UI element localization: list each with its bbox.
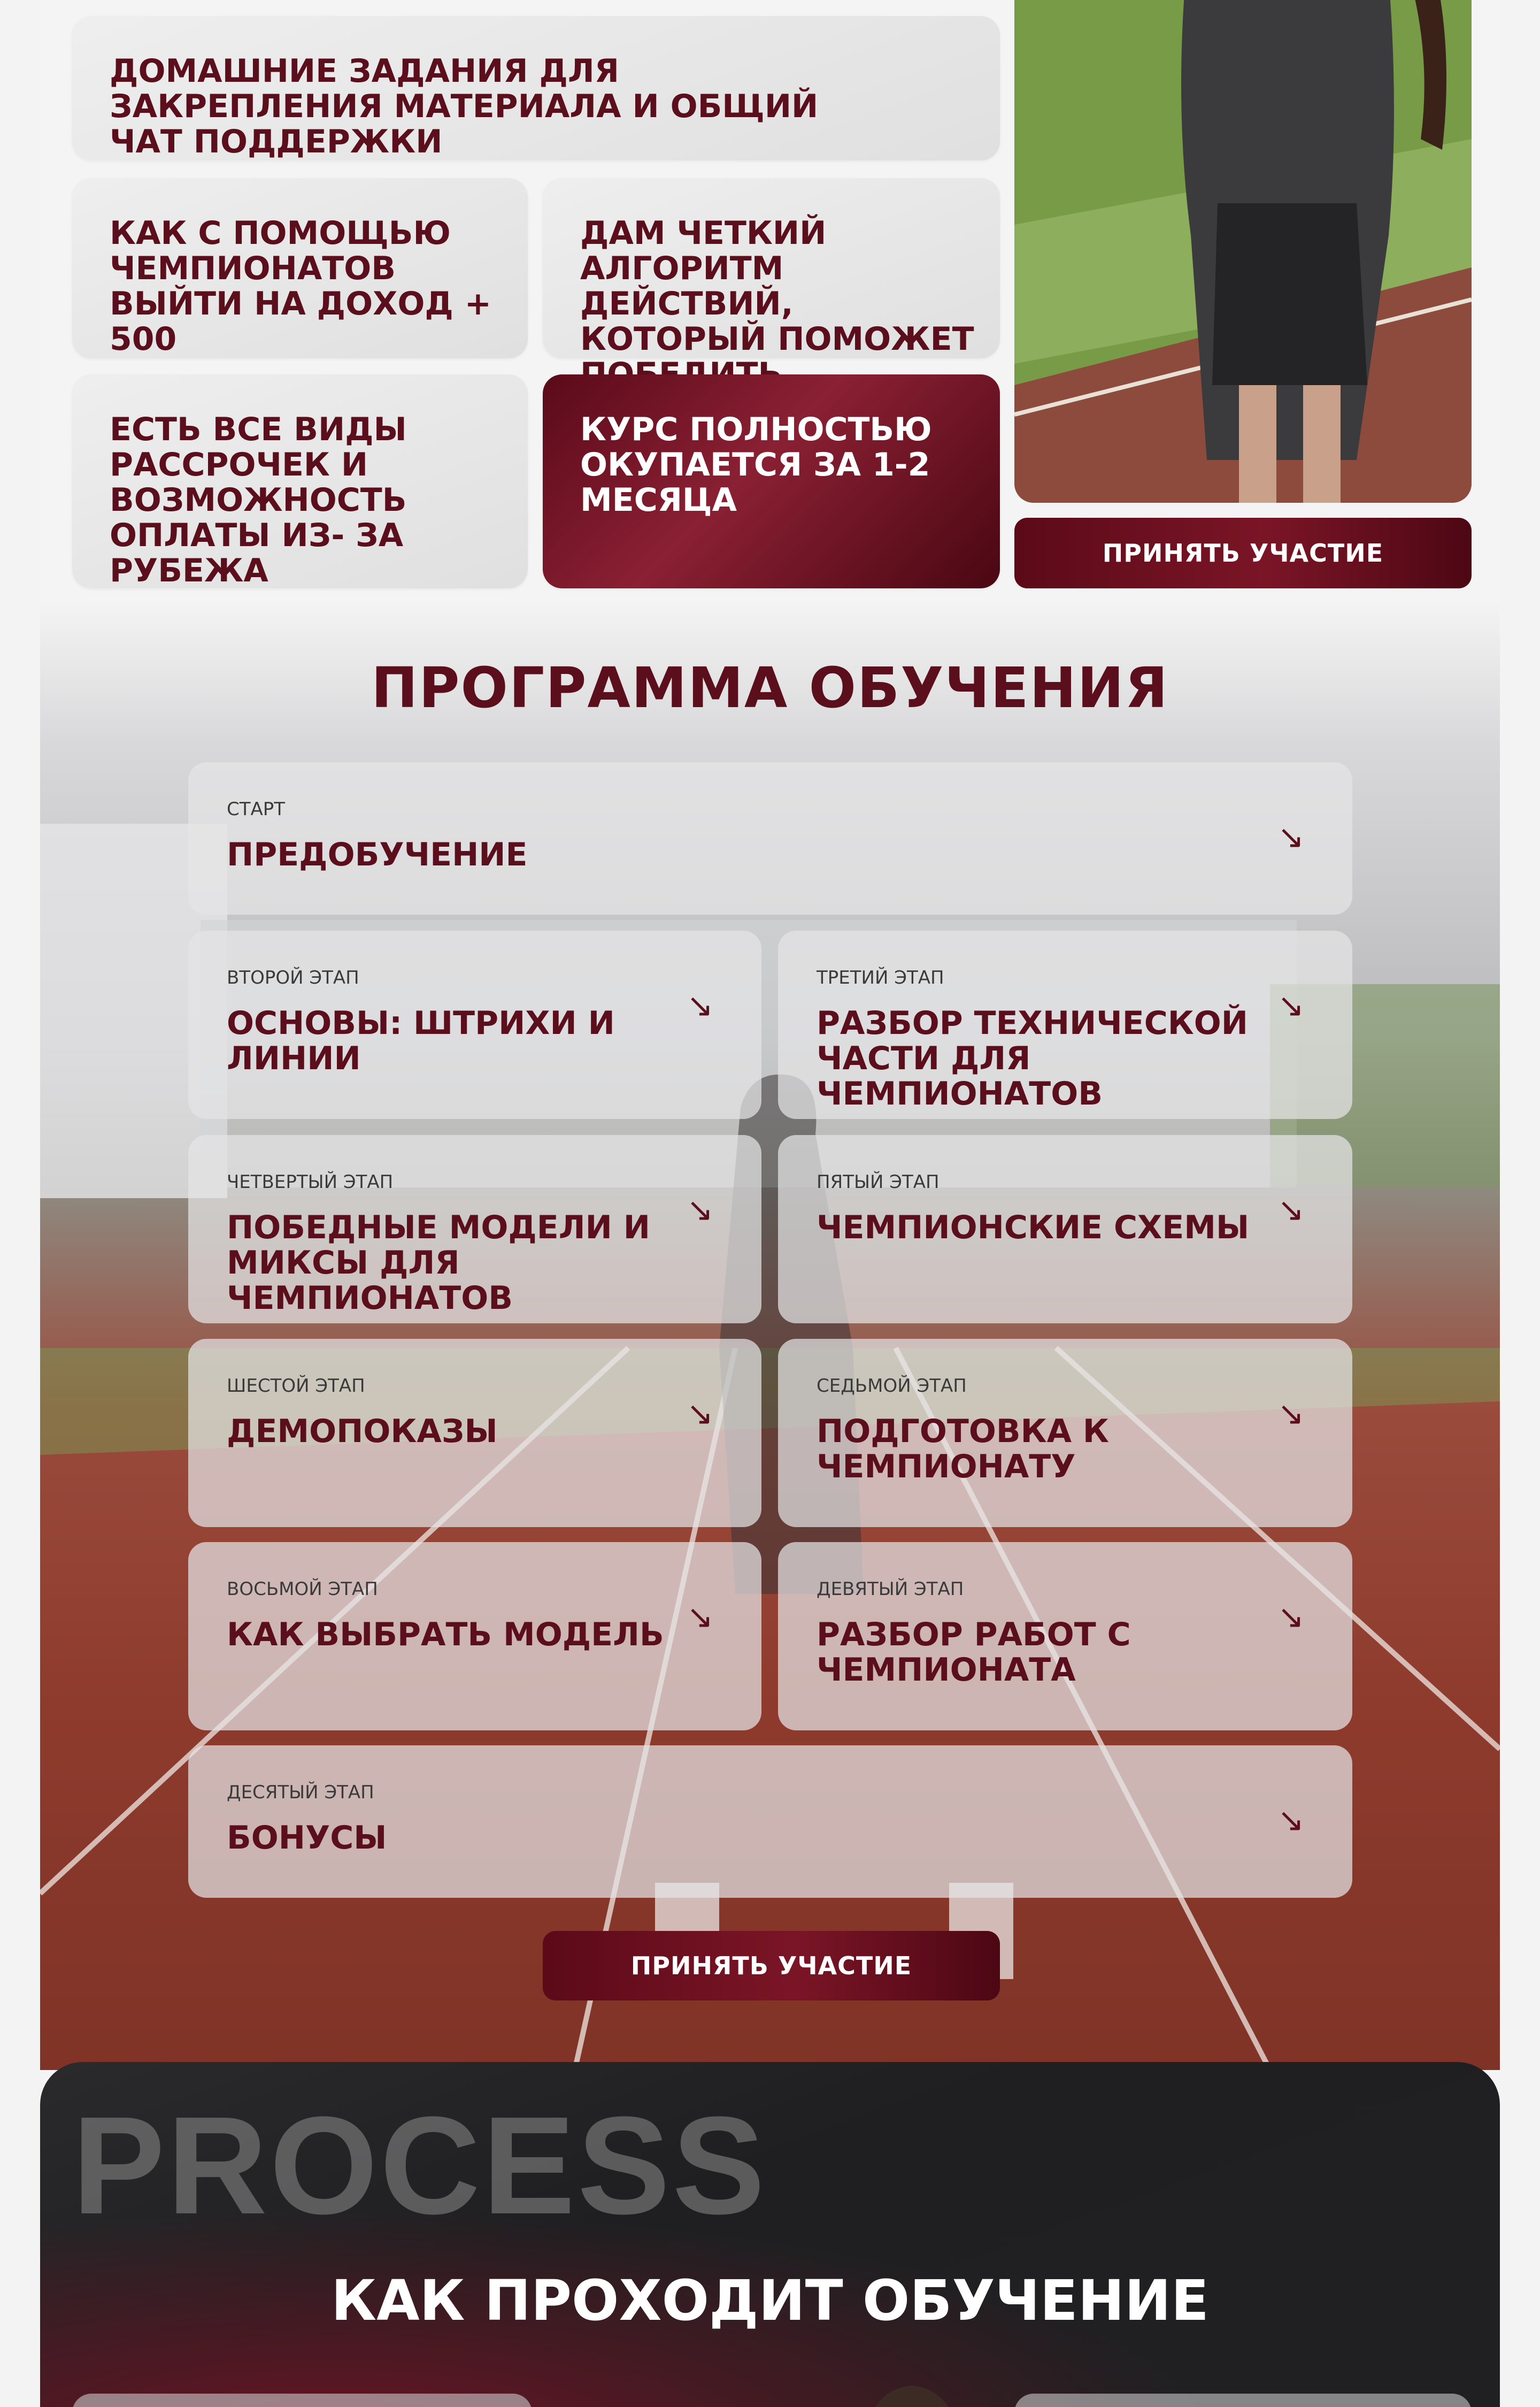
stage-title: ПОБЕДНЫЕ МОДЕЛИ И МИКСЫ ДЛЯ ЧЕМПИОНАТОВ (227, 1209, 650, 1317)
stage-label: ШЕСТОЙ ЭТАП (227, 1375, 365, 1397)
feature-card-algorithm (543, 178, 1000, 358)
feature-text: ЕСТЬ ВСЕ ВИДЫ РАССРОЧЕК И ВОЗМОЖНОСТЬ ОПЛАТЫ ИЗ- ЗА РУБЕЖА (110, 411, 407, 589)
stage-title: РАЗБОР ТЕХНИЧЕСКОЙ ЧАСТИ ДЛЯ ЧЕМПИОНАТОВ (817, 1005, 1249, 1113)
stage-title: ОСНОВЫ: ШТРИХИ И ЛИНИИ (227, 1005, 615, 1077)
stage-title: КАК ВЫБРАТЬ МОДЕЛЬ (227, 1616, 664, 1653)
stage-card-9[interactable] (778, 1542, 1352, 1730)
process-title: КАК ПРОХОДИТ ОБУЧЕНИЕ (331, 2268, 1209, 2333)
stage-label: ВОСЬМОЙ ЭТАП (227, 1578, 378, 1600)
stage-card-start[interactable] (188, 762, 1352, 915)
stage-label: ПЯТЫЙ ЭТАП (817, 1171, 940, 1193)
stage-card-4[interactable] (188, 1135, 761, 1323)
arrow-down-right-icon: ↘ (687, 987, 714, 1024)
feature-card-payback (543, 374, 1000, 588)
stage-label: ВТОРОЙ ЭТАП (227, 967, 359, 988)
stage-title: ПРЕДОБУЧЕНИЕ (227, 836, 528, 873)
stage-card-5[interactable] (778, 1135, 1352, 1323)
arrow-down-right-icon: ↘ (1277, 987, 1305, 1024)
stage-card-6[interactable] (188, 1339, 761, 1527)
program-title: ПРОГРАММА ОБУЧЕНИЯ (371, 655, 1169, 720)
stage-label: ДЕСЯТЫЙ ЭТАП (227, 1782, 374, 1803)
feature-text: КАК С ПОМОЩЬЮ ЧЕМПИОНАТОВ ВЫЙТИ НА ДОХОД + 500 (110, 214, 491, 358)
stage-label: СЕДЬМОЙ ЭТАП (817, 1375, 967, 1397)
feature-text: КУРС ПОЛНОСТЬЮ ОКУПАЕТСЯ ЗА 1-2 МЕСЯЦА (580, 411, 932, 519)
arrow-down-right-icon: ↘ (1277, 818, 1305, 856)
feature-card-homework (72, 16, 1000, 160)
arrow-down-right-icon: ↘ (1277, 1191, 1305, 1229)
feature-card-income (72, 178, 528, 358)
stage-card-8[interactable] (188, 1542, 761, 1730)
stage-label: ЧЕТВЕРТЫЙ ЭТАП (227, 1171, 394, 1193)
join-button-program[interactable]: ПРИНЯТЬ УЧАСТИЕ (543, 1931, 1000, 2000)
arrow-down-right-icon: ↘ (1277, 1802, 1305, 1839)
stage-title: ДЕМОПОКАЗЫ (227, 1413, 498, 1450)
stage-title: БОНУСЫ (227, 1819, 387, 1857)
landing-page (40, 0, 1500, 2407)
stage-label: ДЕВЯТЫЙ ЭТАП (817, 1578, 964, 1600)
stage-label: ТРЕТИЙ ЭТАП (817, 967, 944, 988)
stage-card-7[interactable] (778, 1339, 1352, 1527)
arrow-down-right-icon: ↘ (687, 1395, 714, 1432)
feature-text: ДАМ ЧЕТКИЙ АЛГОРИТМ ДЕЙСТВИЙ, КОТОРЫЙ ПОМОЖЕТ (580, 214, 974, 358)
arrow-down-right-icon: ↘ (1277, 1598, 1305, 1636)
stage-card-10[interactable] (188, 1745, 1352, 1898)
stage-title: РАЗБОР РАБОТ С ЧЕМПИОНАТА (817, 1616, 1131, 1689)
arrow-down-right-icon: ↘ (687, 1598, 714, 1636)
join-button-top[interactable]: ПРИНЯТЬ УЧАСТИЕ (1014, 518, 1472, 588)
stage-title: ПОДГОТОВКА К ЧЕМПИОНАТУ (817, 1413, 1109, 1485)
stage-card-3[interactable] (778, 931, 1352, 1119)
stage-card-2[interactable] (188, 931, 761, 1119)
feature-text: ДОМАШНИЕ ЗАДАНИЯ ДЛЯ ЗАКРЕПЛЕНИЯ МАТЕРИАЛА И ОБЩИЙ ЧАТ ПОДДЕРЖКИ (110, 52, 819, 160)
model-photo (1014, 0, 1472, 503)
process-watermark: PROCESS (72, 2088, 767, 2243)
photo-scene (1014, 0, 1472, 503)
stage-title: ЧЕМПИОНСКИЕ СХЕМЫ (817, 1209, 1250, 1246)
feature-card-installments (72, 374, 528, 588)
arrow-down-right-icon: ↘ (687, 1191, 714, 1229)
arrow-down-right-icon: ↘ (1277, 1395, 1305, 1432)
stage-label: СТАРТ (227, 799, 286, 820)
